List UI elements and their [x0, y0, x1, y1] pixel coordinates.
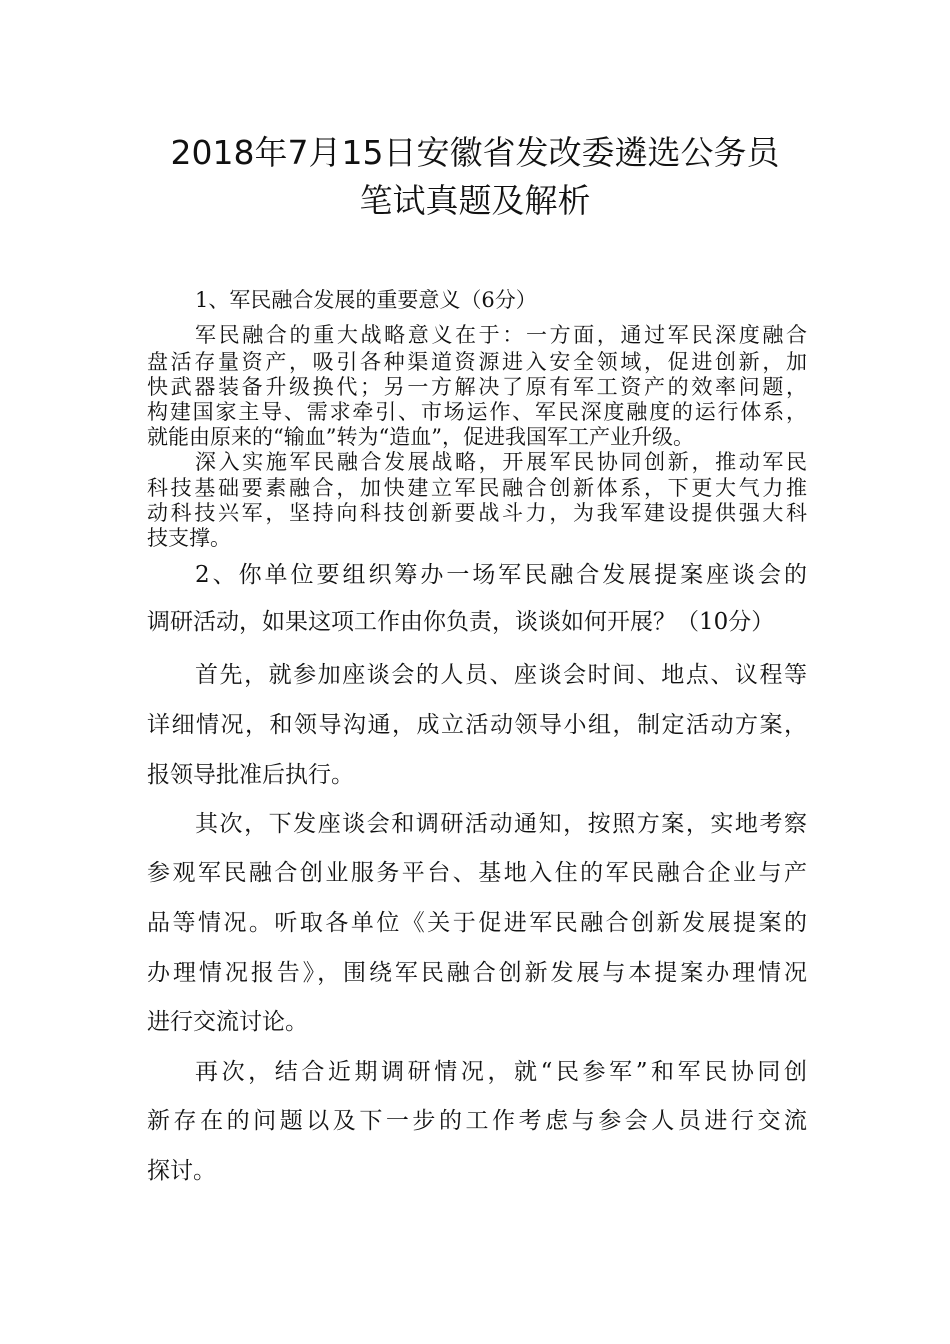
q1-para2-line: 技支撑。 [147, 526, 231, 550]
q1-para2-line: 科技基础要素融合，加快建立军民融合创新体系，下更大气力推 [147, 476, 807, 500]
q2-question-line: 调研活动，如果这项工作由你负责，谈谈如何开展？（10分） [147, 609, 775, 635]
q2-para2-line: 参观军民融合创业服务平台、基地入住的军民融合企业与产 [147, 860, 807, 886]
q2-para2-line: 品等情况。听取各单位《关于促进军民融合创新发展提案的 [147, 910, 807, 936]
q1-para2-line: 动科技兴军，坚持向科技创新要战斗力，为我军建设提供强大科 [147, 501, 807, 525]
document-title-line-2: 笔试真题及解析 [359, 181, 591, 220]
q2-para3-line: 探讨。 [147, 1158, 216, 1184]
q2-para2-line: 其次，下发座谈会和调研活动通知，按照方案，实地考察 [195, 811, 807, 837]
q1-para1-line: 就能由原来的“输血”转为“造血”，促进我国军工产业升级。 [147, 425, 694, 449]
q2-para1-line: 详细情况，和领导沟通，成立活动领导小组，制定活动方案， [147, 712, 807, 738]
q2-para1-line: 报领导批准后执行。 [147, 762, 354, 788]
q1-heading: 1、军民融合发展的重要意义（6分） [195, 288, 537, 312]
q2-para3-line: 新存在的问题以及下一步的工作考虑与参会人员进行交流 [147, 1108, 807, 1134]
q2-para3-line: 再次，结合近期调研情况，就“民参军”和军民协同创 [195, 1059, 807, 1085]
q1-para2-line: 深入实施军民融合发展战略，开展军民协同创新，推动军民 [195, 450, 807, 474]
q1-para1-line: 盘活存量资产，吸引各种渠道资源进入安全领域，促进创新，加 [147, 350, 807, 374]
q2-question-line: 2、你单位要组织筹办一场军民融合发展提案座谈会的 [195, 562, 807, 588]
q2-para2-line: 进行交流讨论。 [147, 1009, 308, 1035]
q2-para1-line: 首先，就参加座谈会的人员、座谈会时间、地点、议程等 [195, 662, 807, 688]
document-title-line-1: 2018年7月15日安徽省发改委遴选公务员 [170, 133, 780, 172]
q1-para1-line: 军民融合的重大战略意义在于：一方面，通过军民深度融合 [195, 323, 807, 347]
q1-para1-line: 快武器装备升级换代；另一方解决了原有军工资产的效率问题， [147, 375, 807, 399]
q2-para2-line: 办理情况报告》，围绕军民融合创新发展与本提案办理情况 [147, 960, 807, 986]
q1-para1-line: 构建国家主导、需求牵引、市场运作、军民深度融度的运行体系， [147, 400, 807, 424]
